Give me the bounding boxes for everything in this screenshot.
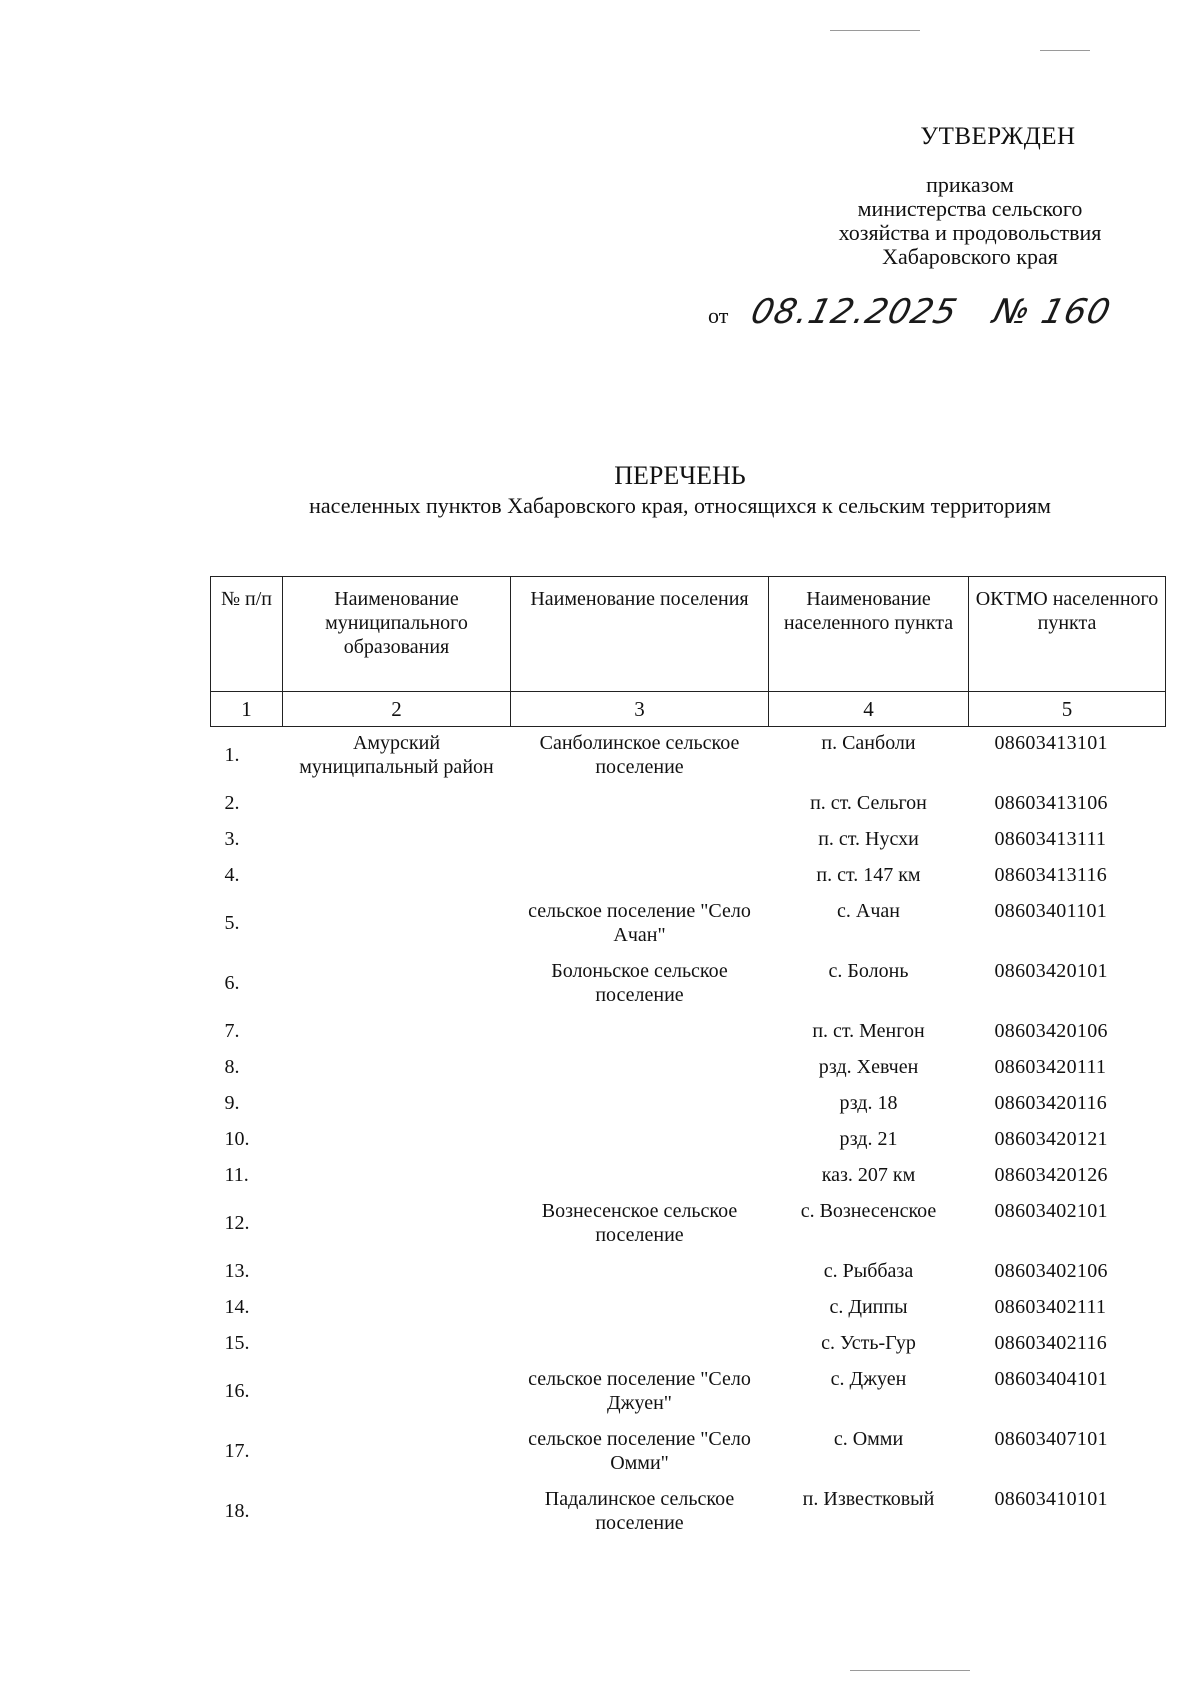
localities-table-wrapper	[210, 576, 1165, 1543]
locality-cell: п. Санболи	[821, 732, 916, 754]
table-row	[211, 1327, 1166, 1363]
approval-block	[740, 125, 1200, 269]
approval-heading: УТВЕРЖДЕН	[920, 123, 1076, 150]
column-number: 3	[511, 692, 769, 727]
table-body	[211, 727, 1166, 1544]
settlement-cell	[511, 1327, 769, 1363]
settlement-cell	[511, 1159, 769, 1195]
oktmo-cell: 08603402111	[994, 1296, 1107, 1318]
table-row	[211, 859, 1166, 895]
document-title: ПЕРЕЧЕНЬ	[614, 461, 746, 490]
approval-line-2: министерства сельского	[857, 196, 1083, 221]
municipality-cell	[283, 895, 511, 955]
row-number: 3.	[224, 828, 240, 850]
settlement-cell: сельское поселение "Село Ачан"	[528, 900, 751, 946]
table-row	[211, 1051, 1166, 1087]
table-row	[211, 1087, 1166, 1123]
scan-artifact-bottom	[850, 1670, 970, 1671]
settlement-cell: Санболинское сельское поселение	[539, 732, 740, 778]
locality-cell: п. ст. Сельгон	[810, 792, 927, 814]
oktmo-cell: 08603402106	[994, 1260, 1108, 1282]
locality-cell: с. Омми	[833, 1428, 904, 1450]
table-row	[211, 1015, 1166, 1051]
column-number: 4	[769, 692, 969, 727]
oktmo-cell: 08603401101	[994, 900, 1108, 922]
approval-line-1: приказом	[926, 172, 1014, 197]
row-number: 11.	[224, 1164, 249, 1186]
table-row	[211, 1363, 1166, 1423]
settlement-cell: Падалинское сельское поселение	[544, 1488, 735, 1534]
locality-cell: с. Джуен	[830, 1368, 907, 1390]
oktmo-cell: 08603402101	[994, 1200, 1108, 1222]
row-number: 12.	[224, 1212, 250, 1234]
handwritten-date: 08.12.2025	[746, 292, 962, 332]
header-number: № п/п	[211, 577, 283, 692]
oktmo-cell: 08603420116	[994, 1092, 1108, 1114]
locality-cell: с. Болонь	[828, 960, 909, 982]
municipality-cell	[283, 1195, 511, 1255]
settlement-cell: сельское поселение "Село Джуен"	[528, 1368, 751, 1414]
localities-table	[210, 576, 1166, 1543]
municipality-cell	[283, 1123, 511, 1159]
settlement-cell	[511, 1123, 769, 1159]
row-number: 2.	[224, 792, 240, 814]
settlement-cell: Вознесенское сельское поселение	[541, 1200, 738, 1246]
table-row	[211, 1291, 1166, 1327]
row-number: 16.	[224, 1380, 250, 1402]
municipality-cell	[283, 1423, 511, 1483]
locality-cell: п. ст. Нусхи	[818, 828, 919, 850]
table-row	[211, 1255, 1166, 1291]
row-number: 1.	[224, 744, 240, 766]
oktmo-cell: 08603420111	[994, 1056, 1107, 1078]
settlement-cell	[511, 1291, 769, 1327]
table-row	[211, 895, 1166, 955]
settlement-cell: Болоньское сельское поселение	[551, 960, 728, 1006]
locality-cell: рзд. 18	[839, 1092, 898, 1114]
scan-artifact-top-right	[1040, 50, 1090, 51]
locality-cell: с. Рыббаза	[823, 1260, 914, 1282]
municipality-cell	[283, 1291, 511, 1327]
row-number: 8.	[224, 1056, 240, 1078]
municipality-cell	[283, 1363, 511, 1423]
municipality-cell	[283, 1087, 511, 1123]
settlement-cell	[511, 823, 769, 859]
table-row	[211, 823, 1166, 859]
locality-cell: с. Усть-Гур	[821, 1332, 916, 1354]
oktmo-cell: 08603413101	[994, 732, 1108, 754]
settlement-cell	[511, 1051, 769, 1087]
approval-line-4: Хабаровского края	[882, 244, 1058, 269]
oktmo-cell: 08603420106	[994, 1020, 1108, 1042]
header-oktmo: ОКТМО населенного пункта	[969, 577, 1166, 692]
column-number: 1	[211, 692, 283, 727]
settlement-cell	[511, 787, 769, 823]
oktmo-cell: 08603402116	[994, 1332, 1108, 1354]
municipality-cell	[283, 787, 511, 823]
handwritten-order-number: № 160	[989, 292, 1116, 332]
row-number: 7.	[224, 1020, 240, 1042]
row-number: 17.	[224, 1440, 250, 1462]
oktmo-cell: 08603413111	[994, 828, 1107, 850]
scan-artifact-top	[830, 30, 920, 31]
row-number: 10.	[224, 1128, 250, 1150]
locality-cell: с. Вознесенское	[800, 1200, 937, 1222]
oktmo-cell: 08603407101	[994, 1428, 1108, 1450]
oktmo-cell: 08603420101	[994, 960, 1108, 982]
locality-cell: с. Ачан	[837, 900, 900, 922]
municipality-cell	[283, 955, 511, 1015]
row-number: 18.	[224, 1500, 250, 1522]
header-locality: Наименование населенного пункта	[769, 577, 969, 692]
document-subtitle: населенных пунктов Хабаровского края, относящихся к сельским территориям	[309, 493, 1051, 518]
municipality-cell: Амурский муниципальный район	[299, 732, 494, 778]
settlement-cell: сельское поселение "Село Омми"	[528, 1428, 751, 1474]
municipality-cell	[283, 823, 511, 859]
oktmo-cell: 08603420126	[994, 1164, 1108, 1186]
municipality-cell	[283, 1255, 511, 1291]
order-date-line	[708, 292, 1116, 332]
table-row	[211, 955, 1166, 1015]
municipality-cell	[283, 1483, 511, 1543]
approval-line-3: хозяйства и продовольствия	[838, 220, 1102, 245]
settlement-cell	[511, 1015, 769, 1051]
municipality-cell	[283, 1327, 511, 1363]
table-row	[211, 1423, 1166, 1483]
row-number: 4.	[224, 864, 240, 886]
locality-cell: каз. 207 км	[821, 1164, 916, 1186]
table-row	[211, 1483, 1166, 1543]
locality-cell: с. Диппы	[829, 1296, 908, 1318]
municipality-cell	[283, 1159, 511, 1195]
row-number: 15.	[224, 1332, 250, 1354]
row-number: 9.	[224, 1092, 240, 1114]
locality-cell: п. ст. Менгон	[812, 1020, 925, 1042]
table-row	[211, 1159, 1166, 1195]
header-settlement: Наименование поселения	[511, 577, 769, 692]
table-row	[211, 787, 1166, 823]
locality-cell: п. ст. 147 км	[816, 864, 921, 886]
settlement-cell	[511, 1087, 769, 1123]
municipality-cell	[283, 1051, 511, 1087]
column-number: 5	[969, 692, 1166, 727]
row-number: 14.	[224, 1296, 250, 1318]
header-municipality: Наименование муниципального образования	[283, 577, 511, 692]
row-number: 13.	[224, 1260, 250, 1282]
locality-cell: рзд. Хевчен	[818, 1056, 919, 1078]
column-number: 2	[283, 692, 511, 727]
oktmo-cell: 08603404101	[994, 1368, 1108, 1390]
column-number-row	[211, 692, 1166, 727]
row-number: 6.	[224, 972, 240, 994]
locality-cell: рзд. 21	[839, 1128, 898, 1150]
settlement-cell	[511, 859, 769, 895]
oktmo-cell: 08603420121	[994, 1128, 1108, 1150]
row-number: 5.	[224, 912, 240, 934]
settlement-cell	[511, 1255, 769, 1291]
table-row	[211, 1195, 1166, 1255]
table-header-row	[211, 577, 1166, 692]
table-row	[211, 727, 1166, 788]
municipality-cell	[283, 1015, 511, 1051]
oktmo-cell: 08603413116	[994, 864, 1108, 886]
oktmo-cell: 08603410101	[994, 1488, 1108, 1510]
municipality-cell	[283, 859, 511, 895]
table-row	[211, 1123, 1166, 1159]
oktmo-cell: 08603413106	[994, 792, 1108, 814]
locality-cell: п. Известковый	[802, 1488, 935, 1510]
date-prefix: от	[708, 303, 729, 328]
